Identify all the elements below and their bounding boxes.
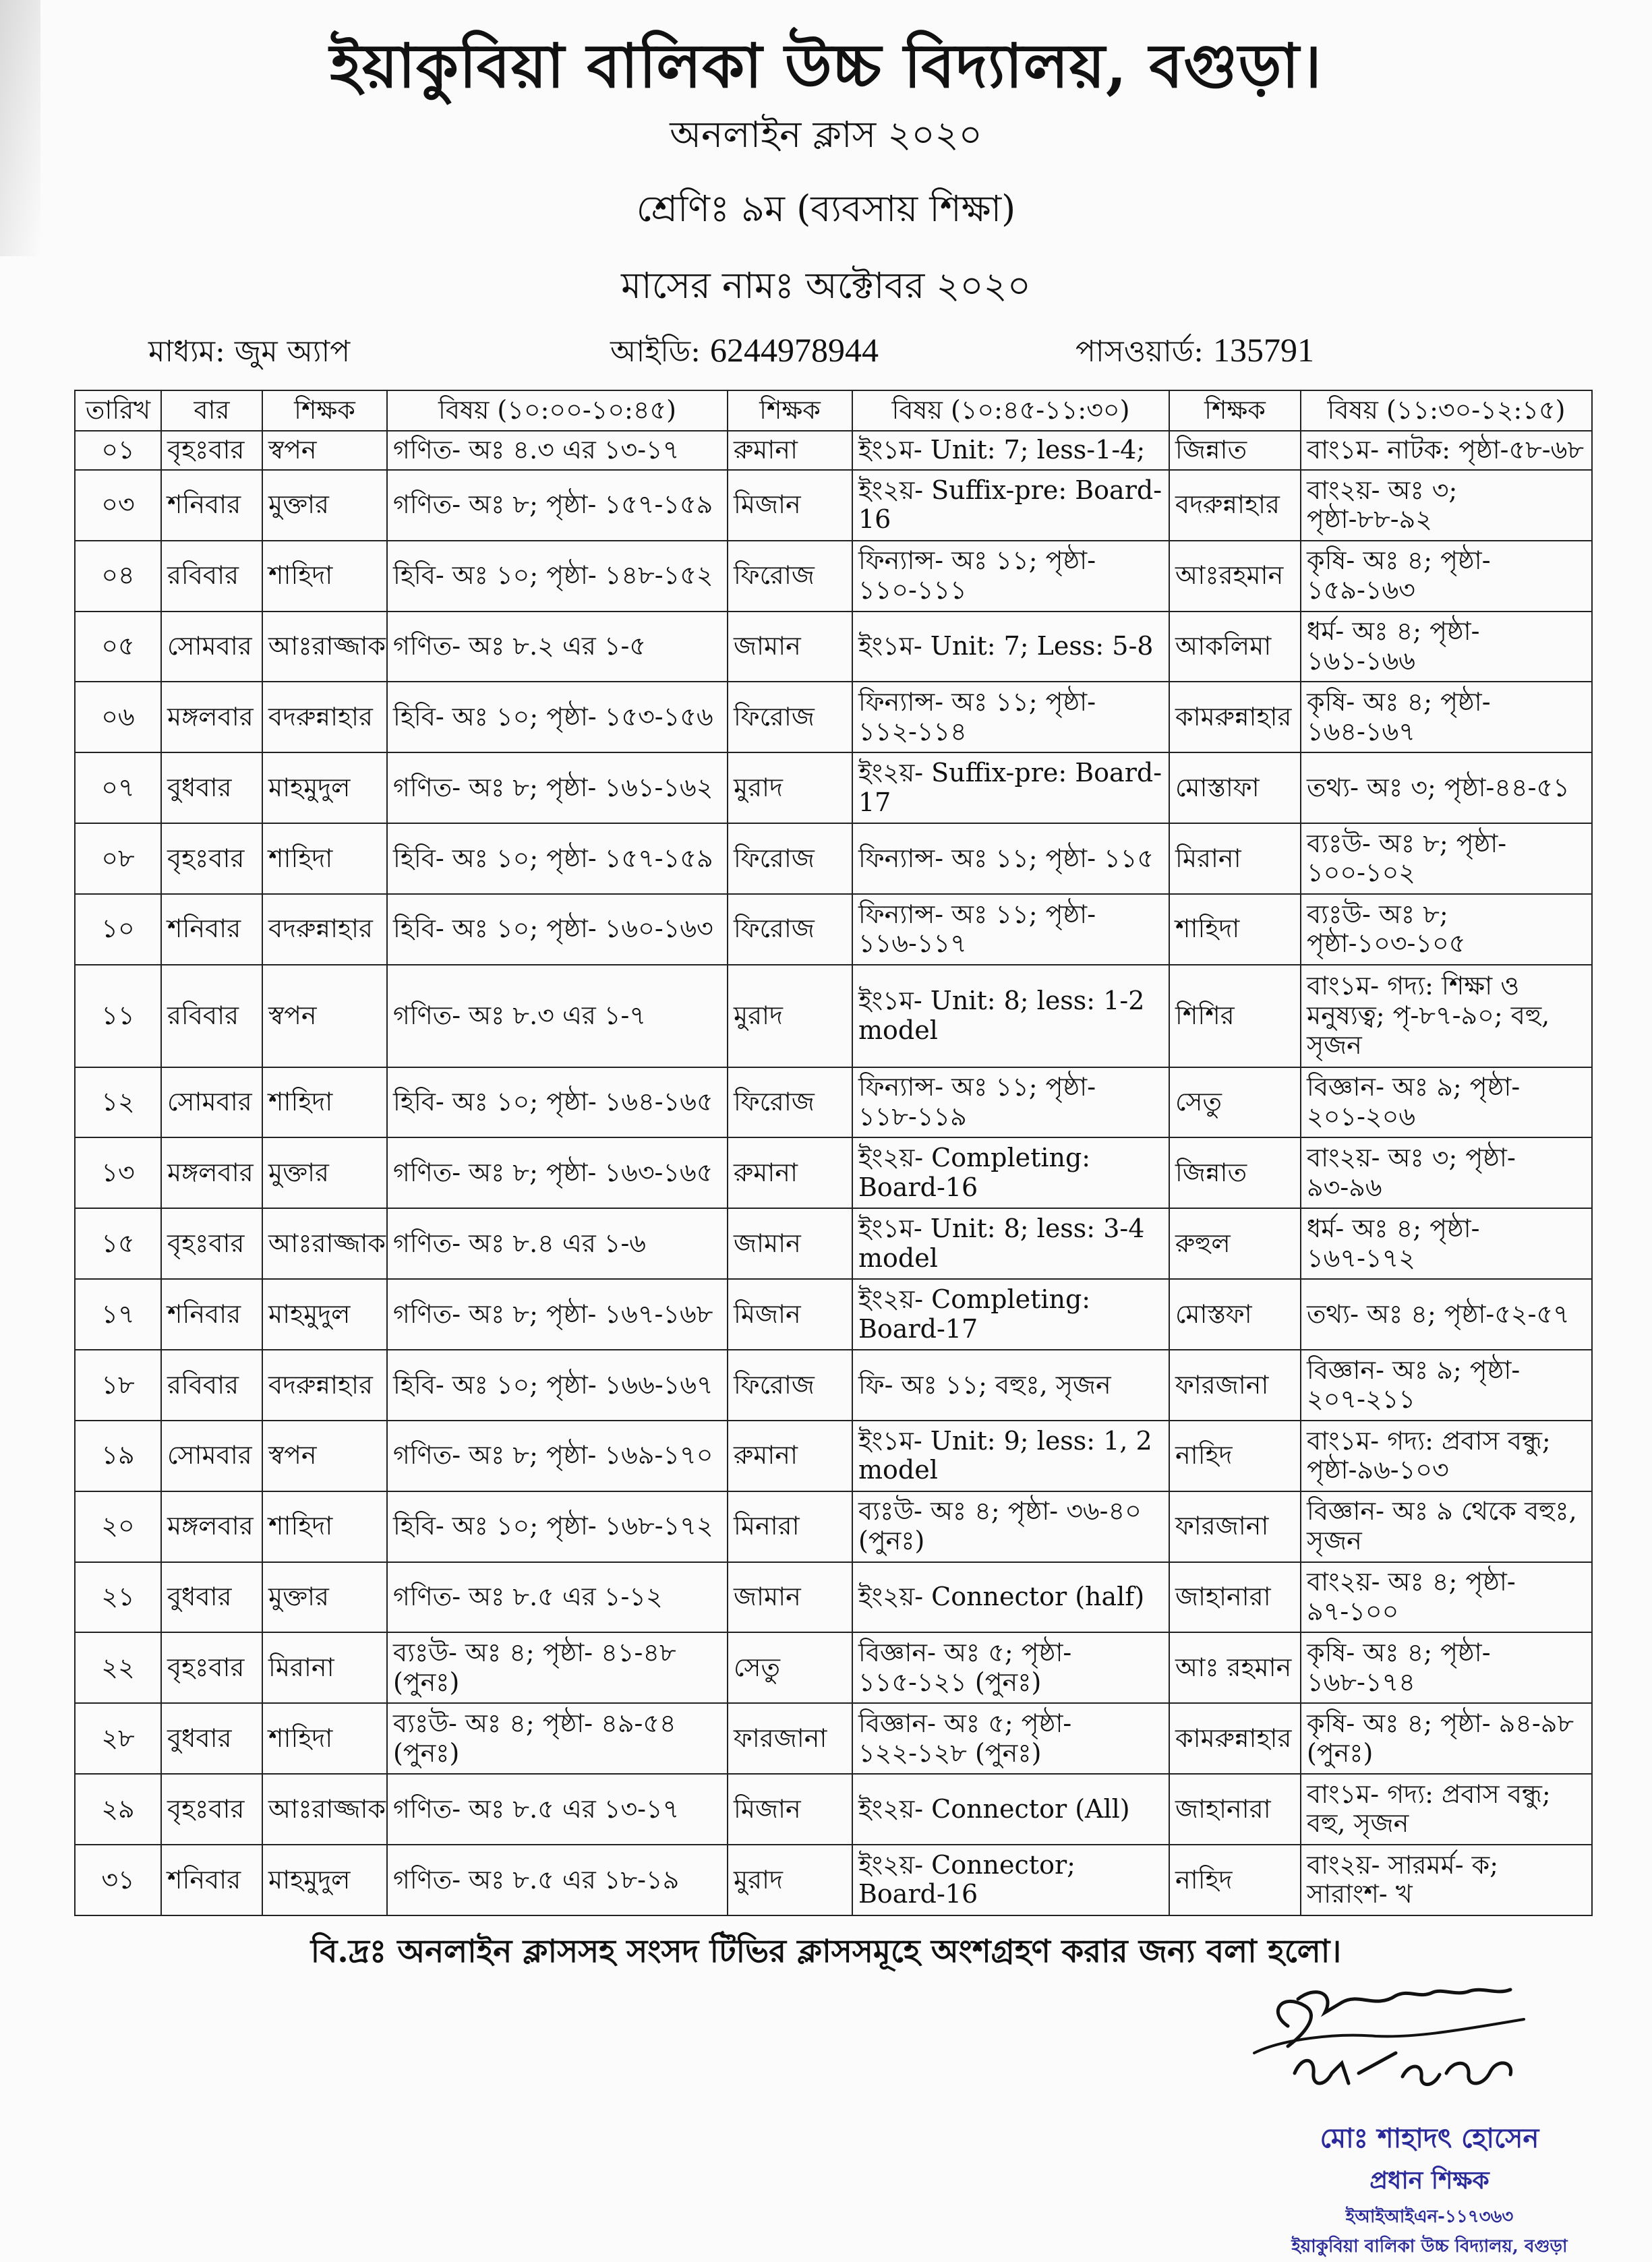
teacher-3-cell: সেতু [1169, 1067, 1301, 1138]
header-teacher-3: শিক্ষক [1169, 390, 1301, 431]
teacher-1-cell: মুক্তার [262, 1562, 387, 1633]
header-teacher-2: শিক্ষক [728, 390, 852, 431]
password-info [1075, 329, 1314, 378]
subject-1-cell: ব্যঃউ- অঃ ৪; পৃষ্ঠা- ৪১-৪৮ (পুনঃ) [387, 1632, 728, 1703]
day-cell: শনিবার [161, 894, 262, 965]
subject-3-cell: কৃষি- অঃ ৪; পৃষ্ঠা- ১৫৯-১৬৩ [1301, 541, 1592, 612]
teacher-2-cell: রুমানা [728, 431, 852, 470]
teacher-1-cell: শাহিদা [262, 823, 387, 894]
teacher-3-cell: কামরুন্নাহার [1169, 1703, 1301, 1774]
subject-2-cell: ইং১ম- Unit: 9; less: 1, 2 model [852, 1421, 1169, 1491]
id-label: আইডি: [610, 334, 701, 369]
teacher-1-cell: বদরুন্নাহার [262, 682, 387, 752]
date-cell: ০৪ [75, 541, 161, 612]
header-teacher-1: শিক্ষক [262, 390, 387, 431]
table-row [75, 1632, 1592, 1703]
stamp-code: ইআইআইএন-১১৭৩৬৩ [1345, 2207, 1514, 2227]
table-row [75, 1703, 1592, 1774]
subject-1-cell: হিবি- অঃ ১০; পৃষ্ঠা- ১৬৪-১৬৫ [387, 1067, 728, 1138]
teacher-3-cell: জাহানারা [1169, 1562, 1301, 1633]
medium-info [148, 329, 350, 378]
day-cell: সোমবার [161, 1067, 262, 1138]
teacher-1-cell: মুক্তার [262, 470, 387, 541]
subject-2-cell: ইং১ম- Unit: 8; less: 3-4 model [852, 1208, 1169, 1279]
day-cell: মঙ্গলবার [161, 1491, 262, 1562]
teacher-3-cell: জাহানারা [1169, 1774, 1301, 1845]
school-name: ইয়াকুবিয়া বালিকা উচ্চ বিদ্যালয়, বগুড়া। [330, 30, 1322, 102]
subject-3-cell: বাং২য়- অঃ ৩; পৃষ্ঠা-৮৮-৯২ [1301, 470, 1592, 541]
day-cell: সোমবার [161, 612, 262, 682]
date-cell: ১১ [75, 965, 161, 1067]
subject-1-cell: গণিত- অঃ ৮; পৃষ্ঠা- ১৬৯-১৭০ [387, 1421, 728, 1491]
day-cell: সোমবার [161, 1421, 262, 1491]
table-row [75, 752, 1592, 823]
table-row [75, 1562, 1592, 1633]
day-cell: রবিবার [161, 541, 262, 612]
subject-3-cell: বাং২য়- অঃ ৩; পৃষ্ঠা- ৯৩-৯৬ [1301, 1137, 1592, 1208]
date-cell: ২১ [75, 1562, 161, 1633]
password-label: পাসওয়ার্ড: [1075, 334, 1204, 369]
date-cell: ০৫ [75, 612, 161, 682]
day-cell: বৃহঃবার [161, 431, 262, 470]
header-subject-3: বিষয় (১১:৩০-১২:১৫) [1301, 390, 1592, 431]
teacher-3-cell: আঃরহমান [1169, 541, 1301, 612]
subject-1-cell: হিবি- অঃ ১০; পৃষ্ঠা- ১৬৮-১৭২ [387, 1491, 728, 1562]
header-subject-1: বিষয় (১০:০০-১০:৪৫) [387, 390, 728, 431]
table-row [75, 1208, 1592, 1279]
teacher-3-cell: মোস্তাফা [1169, 752, 1301, 823]
date-cell: ০৮ [75, 823, 161, 894]
subject-1-cell: হিবি- অঃ ১০; পৃষ্ঠা- ১৫৭-১৫৯ [387, 823, 728, 894]
date-cell: ০১ [75, 431, 161, 470]
teacher-2-cell: রুমানা [728, 1137, 852, 1208]
teacher-1-cell: মাহমুদুল [262, 1279, 387, 1350]
subject-1-cell: গণিত- অঃ ৮; পৃষ্ঠা- ১৬৭-১৬৮ [387, 1279, 728, 1350]
subject-2-cell: ইং২য়- Connector (All) [852, 1774, 1169, 1845]
table-row [75, 1350, 1592, 1421]
teacher-1-cell: বদরুন্নাহার [262, 894, 387, 965]
teacher-1-cell: স্বপন [262, 1421, 387, 1491]
subject-1-cell: হিবি- অঃ ১০; পৃষ্ঠা- ১৫৩-১৫৬ [387, 682, 728, 752]
subject-3-cell: ধর্ম- অঃ ৪; পৃষ্ঠা- ১৬১-১৬৬ [1301, 612, 1592, 682]
subject-2-cell: ইং২য়- Completing: Board-17 [852, 1279, 1169, 1350]
day-cell: বুধবার [161, 1562, 262, 1633]
class-line: শ্রেণিঃ ৯ম (ব্যবসায় শিক্ষা) [636, 187, 1016, 230]
day-cell: বৃহঃবার [161, 1208, 262, 1279]
subject-2-cell: ইং২য়- Connector; Board-16 [852, 1845, 1169, 1915]
teacher-3-cell: শিশির [1169, 965, 1301, 1067]
teacher-1-cell: মাহমুদুল [262, 1845, 387, 1915]
date-cell: ১০ [75, 894, 161, 965]
teacher-2-cell: সেতু [728, 1632, 852, 1703]
subject-1-cell: হিবি- অঃ ১০; পৃষ্ঠা- ১৬৬-১৬৭ [387, 1350, 728, 1421]
table-row [75, 1067, 1592, 1138]
teacher-3-cell: জিন্নাত [1169, 1137, 1301, 1208]
subject-1-cell: হিবি- অঃ ১০; পৃষ্ঠা- ১৬০-১৬৩ [387, 894, 728, 965]
subject-3-cell: তথ্য- অঃ ৩; পৃষ্ঠা-৪৪-৫১ [1301, 752, 1592, 823]
day-cell: বুধবার [161, 752, 262, 823]
teacher-2-cell: মুরাদ [728, 965, 852, 1067]
table-row [75, 612, 1592, 682]
subject-3-cell: কৃষি- অঃ ৪; পৃষ্ঠা- ১৬৪-১৬৭ [1301, 682, 1592, 752]
table-row [75, 1279, 1592, 1350]
official-stamp [1227, 2117, 1632, 2262]
date-cell: ১৮ [75, 1350, 161, 1421]
subject-3-cell: তথ্য- অঃ ৪; পৃষ্ঠা-৫২-৫৭ [1301, 1279, 1592, 1350]
stamp-name: মোঃ শাহাদৎ হোসেন [1320, 2122, 1539, 2154]
table-row [75, 682, 1592, 752]
subject-3-cell: বিজ্ঞান- অঃ ৯ থেকে বহুঃ, সৃজন [1301, 1491, 1592, 1562]
subject-1-cell: গণিত- অঃ ৮.২ এর ১-৫ [387, 612, 728, 682]
table-row [75, 823, 1592, 894]
date-cell: ৩১ [75, 1845, 161, 1915]
table-row [75, 965, 1592, 1067]
subject-1-cell: গণিত- অঃ ৮.৫ এর ১৮-১৯ [387, 1845, 728, 1915]
teacher-2-cell: ফিরোজ [728, 823, 852, 894]
subject-2-cell: ফিন্যান্স- অঃ ১১; পৃষ্ঠা- ১১৮-১১৯ [852, 1067, 1169, 1138]
teacher-1-cell: স্বপন [262, 431, 387, 470]
teacher-1-cell: আঃরাজ্জাক [262, 612, 387, 682]
subject-2-cell: ইং২য়- Suffix-pre: Board-16 [852, 470, 1169, 541]
footer-note: বি.দ্রঃ অনলাইন ক্লাসসহ সংসদ টিভির ক্লাসসমূহে অংশগ্রহণ করার জন্য বলা হলো। [310, 1933, 1342, 1970]
subject-2-cell: ফিন্যান্স- অঃ ১১; পৃষ্ঠা- ১১২-১১৪ [852, 682, 1169, 752]
table-row [75, 1774, 1592, 1845]
table-header-row [75, 390, 1592, 431]
teacher-2-cell: মিনারা [728, 1491, 852, 1562]
table-row [75, 1845, 1592, 1915]
medium-text: মাধ্যম: জুম অ্যাপ [148, 334, 351, 369]
table-row [75, 470, 1592, 541]
teacher-1-cell: শাহিদা [262, 541, 387, 612]
teacher-3-cell: ফারজানা [1169, 1491, 1301, 1562]
subject-3-cell: ধর্ম- অঃ ৪; পৃষ্ঠা- ১৬৭-১৭২ [1301, 1208, 1592, 1279]
subject-3-cell: বাং১ম- গদ্য: প্রবাস বন্ধু; বহু, সৃজন [1301, 1774, 1592, 1845]
table-row [75, 1421, 1592, 1491]
date-cell: ১৫ [75, 1208, 161, 1279]
teacher-3-cell: মিরানা [1169, 823, 1301, 894]
subject-1-cell: গণিত- অঃ ৮.৪ এর ১-৬ [387, 1208, 728, 1279]
day-cell: বৃহঃবার [161, 1774, 262, 1845]
date-cell: ২০ [75, 1491, 161, 1562]
day-cell: বৃহঃবার [161, 1632, 262, 1703]
month-line: মাসের নামঃ অক্টোবর ২০২০ [621, 264, 1031, 307]
teacher-3-cell: ফারজানা [1169, 1350, 1301, 1421]
day-cell: বুধবার [161, 1703, 262, 1774]
subject-2-cell: ইং২য়- Connector (half) [852, 1562, 1169, 1633]
teacher-2-cell: জামান [728, 1208, 852, 1279]
teacher-2-cell: মুরাদ [728, 1845, 852, 1915]
teacher-2-cell: মিজান [728, 470, 852, 541]
teacher-2-cell: জামান [728, 1562, 852, 1633]
subject-3-cell: ব্যঃউ- অঃ ৮; পৃষ্ঠা-১০৩-১০৫ [1301, 894, 1592, 965]
teacher-3-cell: কামরুন্নাহার [1169, 682, 1301, 752]
program-title: অনলাইন ক্লাস ২০২০ [670, 113, 982, 156]
teacher-1-cell: মাহমুদুল [262, 752, 387, 823]
date-cell: ০৭ [75, 752, 161, 823]
subject-1-cell: গণিত- অঃ ৮.৩ এর ১-৭ [387, 965, 728, 1067]
subject-3-cell: কৃষি- অঃ ৪; পৃষ্ঠা- ৯৪-৯৮ (পুনঃ) [1301, 1703, 1592, 1774]
header-date: তারিখ [75, 390, 161, 431]
teacher-2-cell: জামান [728, 612, 852, 682]
teacher-3-cell: আকলিমা [1169, 612, 1301, 682]
schedule-table [74, 390, 1593, 1916]
subject-3-cell: বাং২য়- সারমর্ম- ক; সারাংশ- খ [1301, 1845, 1592, 1915]
subject-2-cell: ইং২য়- Suffix-pre: Board-17 [852, 752, 1169, 823]
date-cell: ১৭ [75, 1279, 161, 1350]
teacher-2-cell: ফিরোজ [728, 894, 852, 965]
handwritten-signature [1241, 1972, 1551, 2107]
subject-2-cell: ফিন্যান্স- অঃ ১১; পৃষ্ঠা- ১১৫ [852, 823, 1169, 894]
day-cell: রবিবার [161, 965, 262, 1067]
table-row [75, 1491, 1592, 1562]
teacher-1-cell: শাহিদা [262, 1703, 387, 1774]
subject-1-cell: গণিত- অঃ ৮.৫ এর ১৩-১৭ [387, 1774, 728, 1845]
teacher-2-cell: ফিরোজ [728, 1350, 852, 1421]
header-day: বার [161, 390, 262, 431]
teacher-1-cell: আঃরাজ্জাক [262, 1774, 387, 1845]
stamp-title: প্রধান শিক্ষক [1369, 2166, 1489, 2195]
subject-3-cell: কৃষি- অঃ ৪; পৃষ্ঠা- ১৬৮-১৭৪ [1301, 1632, 1592, 1703]
day-cell: শনিবার [161, 1279, 262, 1350]
subject-2-cell: বিজ্ঞান- অঃ ৫; পৃষ্ঠা- ১১৫-১২১ (পুনঃ) [852, 1632, 1169, 1703]
teacher-1-cell: শাহিদা [262, 1067, 387, 1138]
subject-1-cell: হিবি- অঃ ১০; পৃষ্ঠা- ১৪৮-১৫২ [387, 541, 728, 612]
teacher-2-cell: রুমানা [728, 1421, 852, 1491]
date-cell: ১৯ [75, 1421, 161, 1491]
teacher-2-cell: ফিরোজ [728, 541, 852, 612]
date-cell: ২২ [75, 1632, 161, 1703]
teacher-3-cell: নাহিদ [1169, 1845, 1301, 1915]
stamp-school: ইয়াকুবিয়া বালিকা উচ্চ বিদ্যালয়, বগুড়া [1291, 2236, 1568, 2257]
teacher-3-cell: নাহিদ [1169, 1421, 1301, 1491]
teacher-3-cell: শাহিদা [1169, 894, 1301, 965]
subject-3-cell: বাং১ম- নাটক: পৃষ্ঠা-৫৮-৬৮ [1301, 431, 1592, 470]
table-row [75, 541, 1592, 612]
subject-2-cell: ইং২য়- Completing: Board-16 [852, 1137, 1169, 1208]
day-cell: মঙ্গলবার [161, 682, 262, 752]
teacher-1-cell: আঃরাজ্জাক [262, 1208, 387, 1279]
teacher-3-cell: বদরুন্নাহার [1169, 470, 1301, 541]
teacher-3-cell: আঃ রহমান [1169, 1632, 1301, 1703]
teacher-3-cell: রুহুল [1169, 1208, 1301, 1279]
subject-3-cell: বাং১ম- গদ্য: শিক্ষা ও মনুষ্যত্ব; পৃ-৮৭-৯০; বহু, সৃজন [1301, 965, 1592, 1067]
date-cell: ১২ [75, 1067, 161, 1138]
password-value: 135791 [1212, 331, 1314, 369]
subject-3-cell: ব্যঃউ- অঃ ৮; পৃষ্ঠা- ১০০-১০২ [1301, 823, 1592, 894]
teacher-1-cell: শাহিদা [262, 1491, 387, 1562]
teacher-1-cell: স্বপন [262, 965, 387, 1067]
date-cell: ০৬ [75, 682, 161, 752]
teacher-1-cell: বদরুন্নাহার [262, 1350, 387, 1421]
teacher-2-cell: মিজান [728, 1774, 852, 1845]
subject-2-cell: ফি- অঃ ১১; বহুঃ, সৃজন [852, 1350, 1169, 1421]
day-cell: শনিবার [161, 470, 262, 541]
subject-3-cell: বাং১ম- গদ্য: প্রবাস বন্ধু; পৃষ্ঠা-৯৬-১০৩ [1301, 1421, 1592, 1491]
subject-1-cell: গণিত- অঃ ৮; পৃষ্ঠা- ১৫৭-১৫৯ [387, 470, 728, 541]
id-value: 6244978944 [710, 331, 879, 369]
date-cell: ২৮ [75, 1703, 161, 1774]
teacher-2-cell: ফিরোজ [728, 1067, 852, 1138]
table-row [75, 1137, 1592, 1208]
subject-2-cell: বিজ্ঞান- অঃ ৫; পৃষ্ঠা- ১২২-১২৮ (পুনঃ) [852, 1703, 1169, 1774]
day-cell: মঙ্গলবার [161, 1137, 262, 1208]
subject-3-cell: বাং২য়- অঃ ৪; পৃষ্ঠা- ৯৭-১০০ [1301, 1562, 1592, 1633]
teacher-2-cell: ফিরোজ [728, 682, 852, 752]
day-cell: বৃহঃবার [161, 823, 262, 894]
date-cell: ০৩ [75, 470, 161, 541]
subject-1-cell: ব্যঃউ- অঃ ৪; পৃষ্ঠা- ৪৯-৫৪ (পুনঃ) [387, 1703, 728, 1774]
date-cell: ১৩ [75, 1137, 161, 1208]
subject-2-cell: ফিন্যান্স- অঃ ১১; পৃষ্ঠা- ১১০-১১১ [852, 541, 1169, 612]
date-cell: ২৯ [75, 1774, 161, 1845]
subject-2-cell: ফিন্যান্স- অঃ ১১; পৃষ্ঠা- ১১৬-১১৭ [852, 894, 1169, 965]
teacher-3-cell: জিন্নাত [1169, 431, 1301, 470]
subject-2-cell: ব্যঃউ- অঃ ৪; পৃষ্ঠা- ৩৬-৪০ (পুনঃ) [852, 1491, 1169, 1562]
subject-2-cell: ইং১ম- Unit: 7; Less: 5-8 [852, 612, 1169, 682]
teacher-3-cell: মোস্তফা [1169, 1279, 1301, 1350]
subject-1-cell: গণিত- অঃ ৮; পৃষ্ঠা- ১৬৩-১৬৫ [387, 1137, 728, 1208]
table-row [75, 431, 1592, 470]
subject-3-cell: বিজ্ঞান- অঃ ৯; পৃষ্ঠা- ২০৭-২১১ [1301, 1350, 1592, 1421]
teacher-2-cell: ফারজানা [728, 1703, 852, 1774]
header-subject-2: বিষয় (১০:৪৫-১১:৩০) [852, 390, 1169, 431]
subject-1-cell: গণিত- অঃ ৮.৫ এর ১-১২ [387, 1562, 728, 1633]
meeting-id-info [610, 329, 879, 378]
subject-2-cell: ইং১ম- Unit: 7; less-1-4; [852, 431, 1169, 470]
teacher-1-cell: মুক্তার [262, 1137, 387, 1208]
day-cell: রবিবার [161, 1350, 262, 1421]
schedule-table-body [75, 431, 1592, 1915]
teacher-1-cell: মিরানা [262, 1632, 387, 1703]
teacher-2-cell: মুরাদ [728, 752, 852, 823]
subject-2-cell: ইং১ম- Unit: 8; less: 1-2 model [852, 965, 1169, 1067]
table-row [75, 894, 1592, 965]
subject-1-cell: গণিত- অঃ ৮; পৃষ্ঠা- ১৬১-১৬২ [387, 752, 728, 823]
subject-1-cell: গণিত- অঃ ৪.৩ এর ১৩-১৭ [387, 431, 728, 470]
day-cell: শনিবার [161, 1845, 262, 1915]
teacher-2-cell: মিজান [728, 1279, 852, 1350]
subject-3-cell: বিজ্ঞান- অঃ ৯; পৃষ্ঠা- ২০১-২০৬ [1301, 1067, 1592, 1138]
